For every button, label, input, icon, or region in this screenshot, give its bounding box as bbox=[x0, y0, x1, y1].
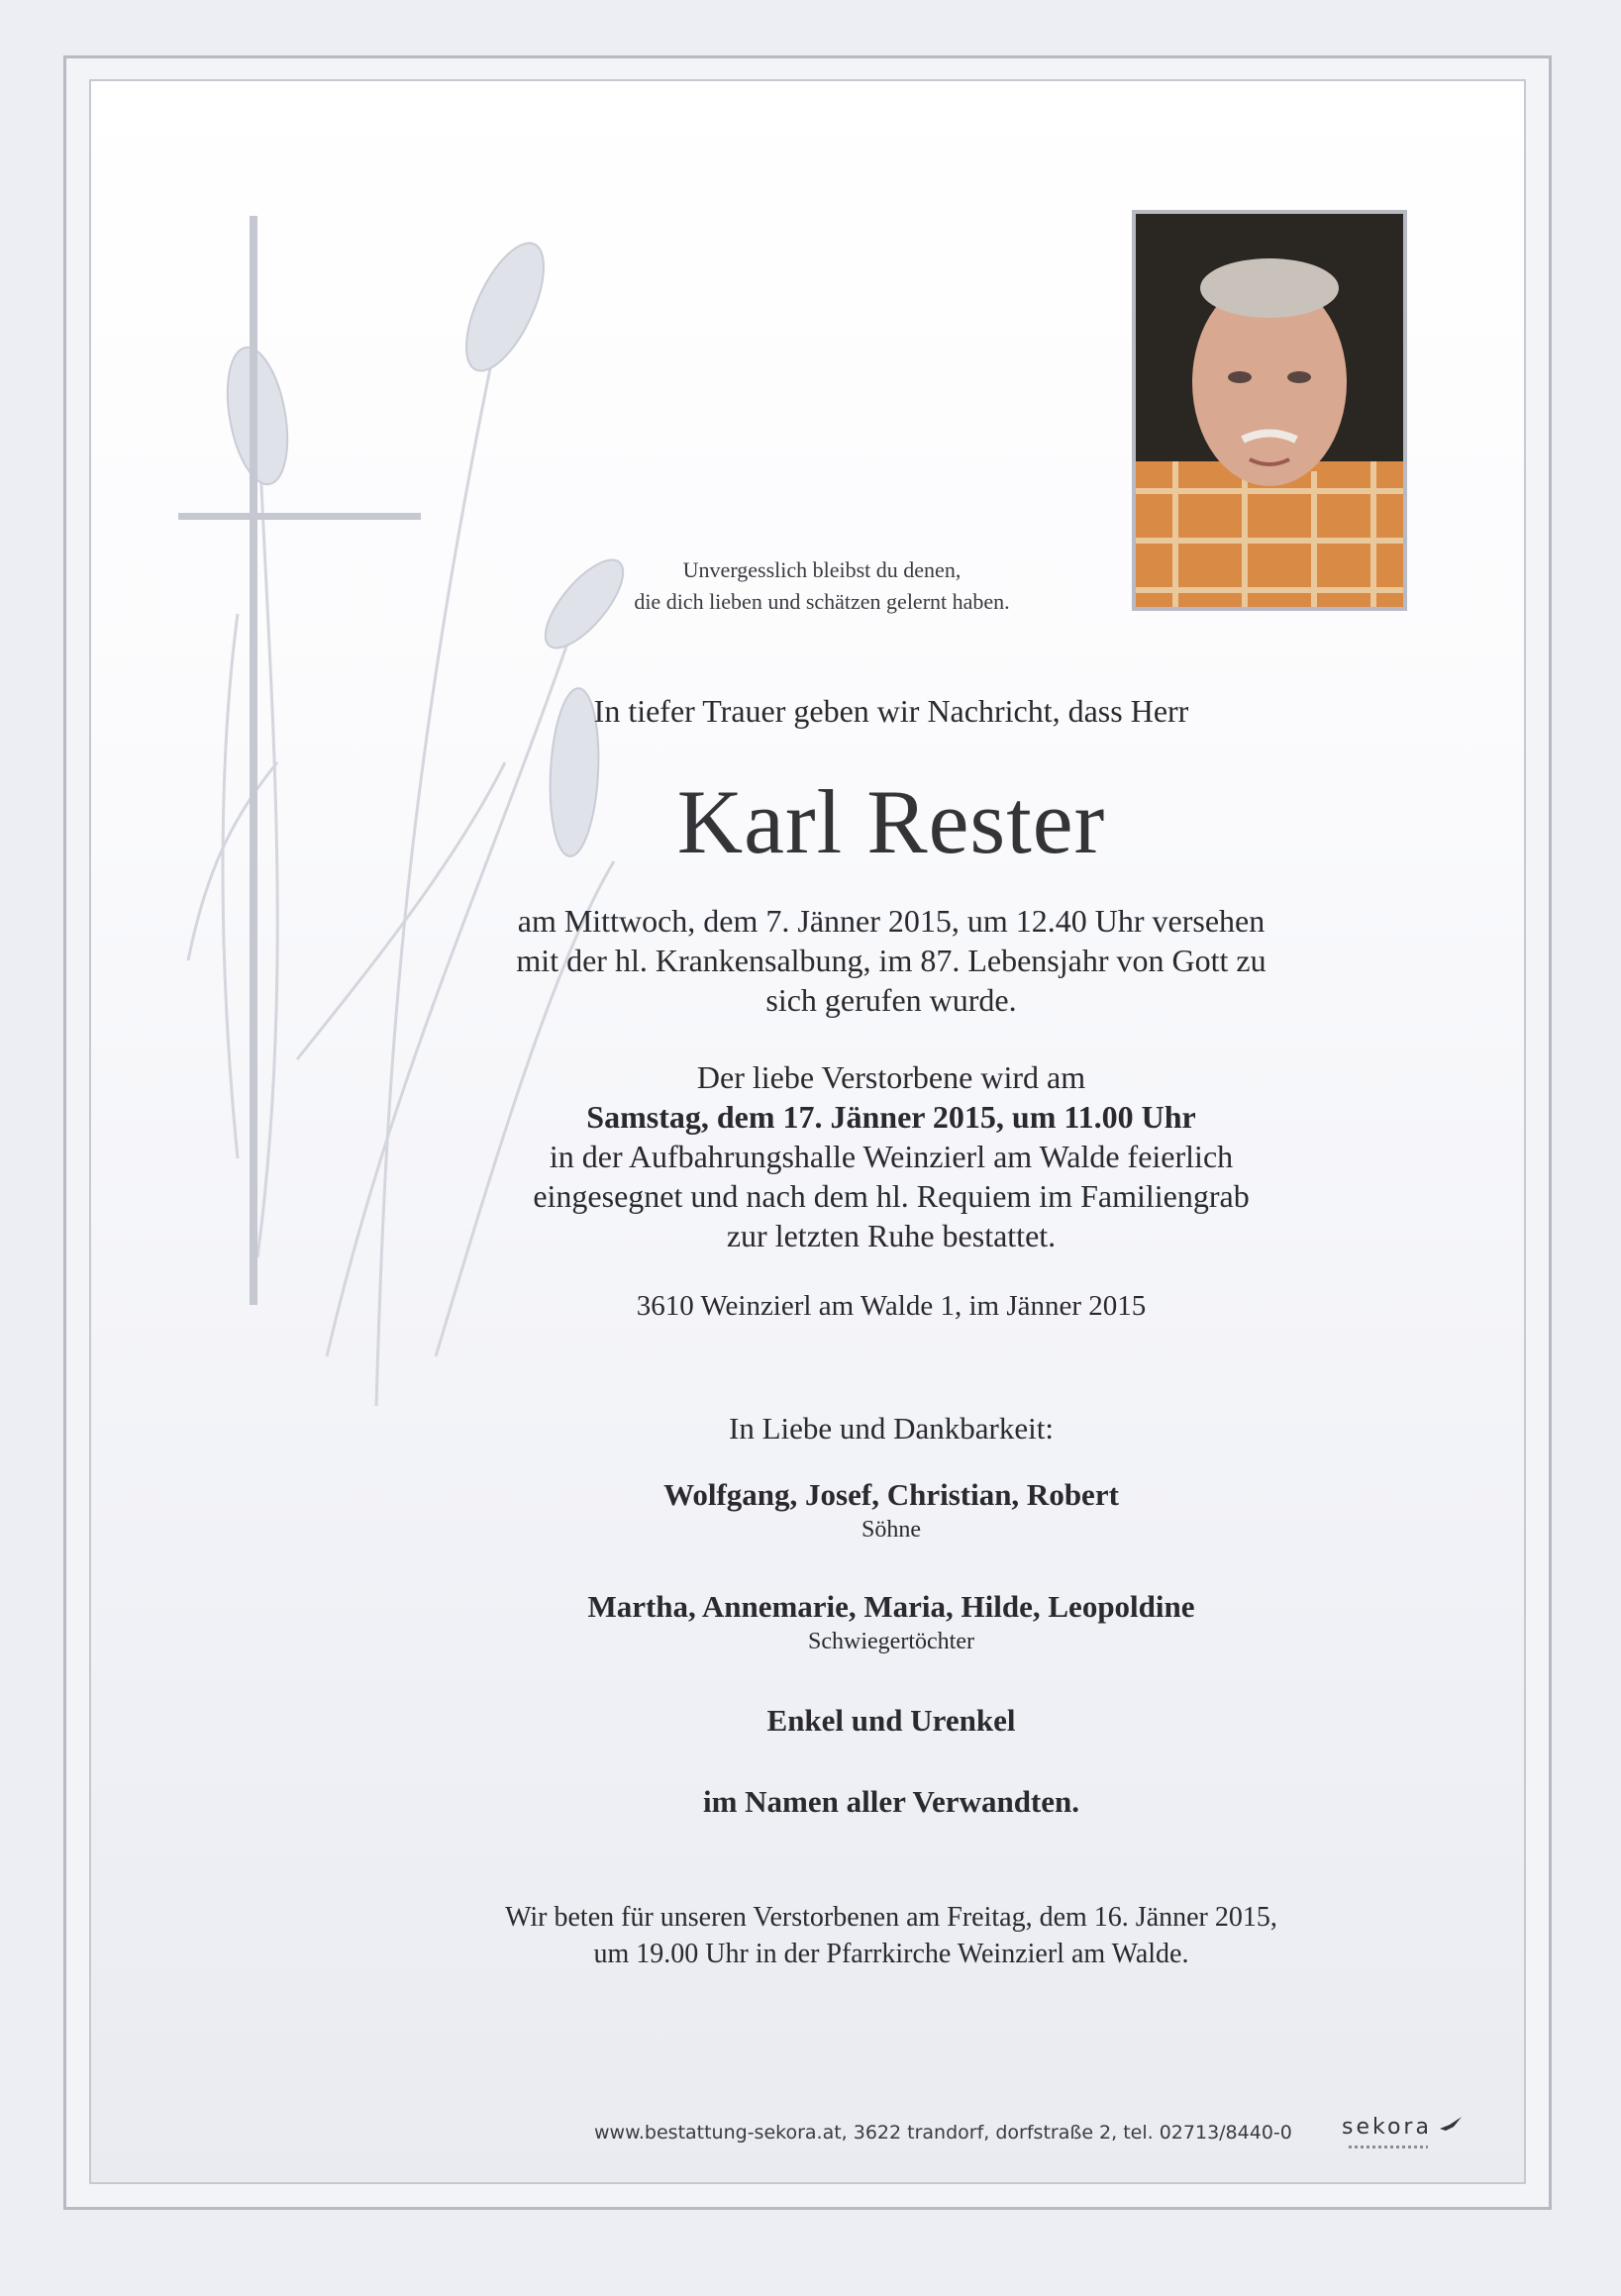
death-notice-line: mit der hl. Krankensalbung, im 87. Lebensjahr von Gott zu bbox=[516, 943, 1266, 978]
thanks-heading: In Liebe und Dankbarkeit: bbox=[729, 1411, 1054, 1446]
announcement: In tiefer Trauer geben wir Nachricht, dass Herr bbox=[593, 693, 1189, 729]
mourner-names: Wolfgang, Josef, Christian, Robert bbox=[663, 1477, 1119, 1512]
memorial-quote bbox=[555, 554, 1089, 618]
death-notice bbox=[495, 901, 1287, 1020]
mourner-names: Enkel und Urenkel bbox=[766, 1703, 1016, 1738]
funeral-line: eingesegnet und nach dem hl. Requiem im Familiengrab bbox=[533, 1178, 1250, 1214]
mourner-role: Schwiegertöchter bbox=[808, 1629, 974, 1654]
footer-contact: www.bestattung-sekora.at, 3622 trandorf, dorfstraße 2, tel. 02713/8440-0 bbox=[594, 2122, 1292, 2144]
place-date: 3610 Weinzierl am Walde 1, im Jänner 2015 bbox=[636, 1290, 1147, 1322]
mourner-role: Söhne bbox=[861, 1517, 921, 1543]
prayer-notice bbox=[495, 1899, 1287, 1972]
quote-line: Unvergesslich bleibst du denen, bbox=[682, 557, 962, 582]
funeral-notice bbox=[495, 1057, 1287, 1255]
deceased-name: Karl Rester bbox=[676, 771, 1106, 872]
quote-line: die dich lieben und schätzen gelernt haben. bbox=[634, 589, 1010, 614]
funeral-date: Samstag, dem 17. Jänner 2015, um 11.00 Uhr bbox=[586, 1099, 1196, 1135]
logo-subline bbox=[1349, 2146, 1428, 2148]
funeral-line: in der Aufbahrungshalle Weinzierl am Walde feierlich bbox=[549, 1139, 1234, 1174]
cross-icon bbox=[178, 216, 421, 1305]
funeral-line: zur letzten Ruhe bestattet. bbox=[726, 1218, 1057, 1253]
sekora-logo bbox=[1342, 2115, 1464, 2140]
funeral-line: Der liebe Verstorbene wird am bbox=[696, 1059, 1086, 1095]
bird-icon bbox=[1438, 2115, 1464, 2135]
mourner-names: Martha, Annemarie, Maria, Hilde, Leopoldine bbox=[587, 1589, 1195, 1624]
mourner-group-relatives bbox=[495, 1782, 1287, 1822]
mourner-names: im Namen aller Verwandten. bbox=[702, 1784, 1080, 1819]
mourner-group-daughters-in-law bbox=[495, 1587, 1287, 1656]
prayer-line: um 19.00 Uhr in der Pfarrkirche Weinzierl am Walde. bbox=[593, 1939, 1189, 1969]
death-notice-line: sich gerufen wurde. bbox=[765, 982, 1017, 1018]
prayer-line: Wir beten für unseren Verstorbenen am Freitag, dem 16. Jänner 2015, bbox=[505, 1902, 1277, 1933]
portrait-photo bbox=[1132, 210, 1407, 611]
mourner-group-grandchildren bbox=[495, 1701, 1287, 1741]
logo-text: sekora bbox=[1342, 2115, 1432, 2140]
death-notice-line: am Mittwoch, dem 7. Jänner 2015, um 12.40 Uhr versehen bbox=[517, 903, 1266, 939]
mourner-group-sons bbox=[495, 1475, 1287, 1545]
